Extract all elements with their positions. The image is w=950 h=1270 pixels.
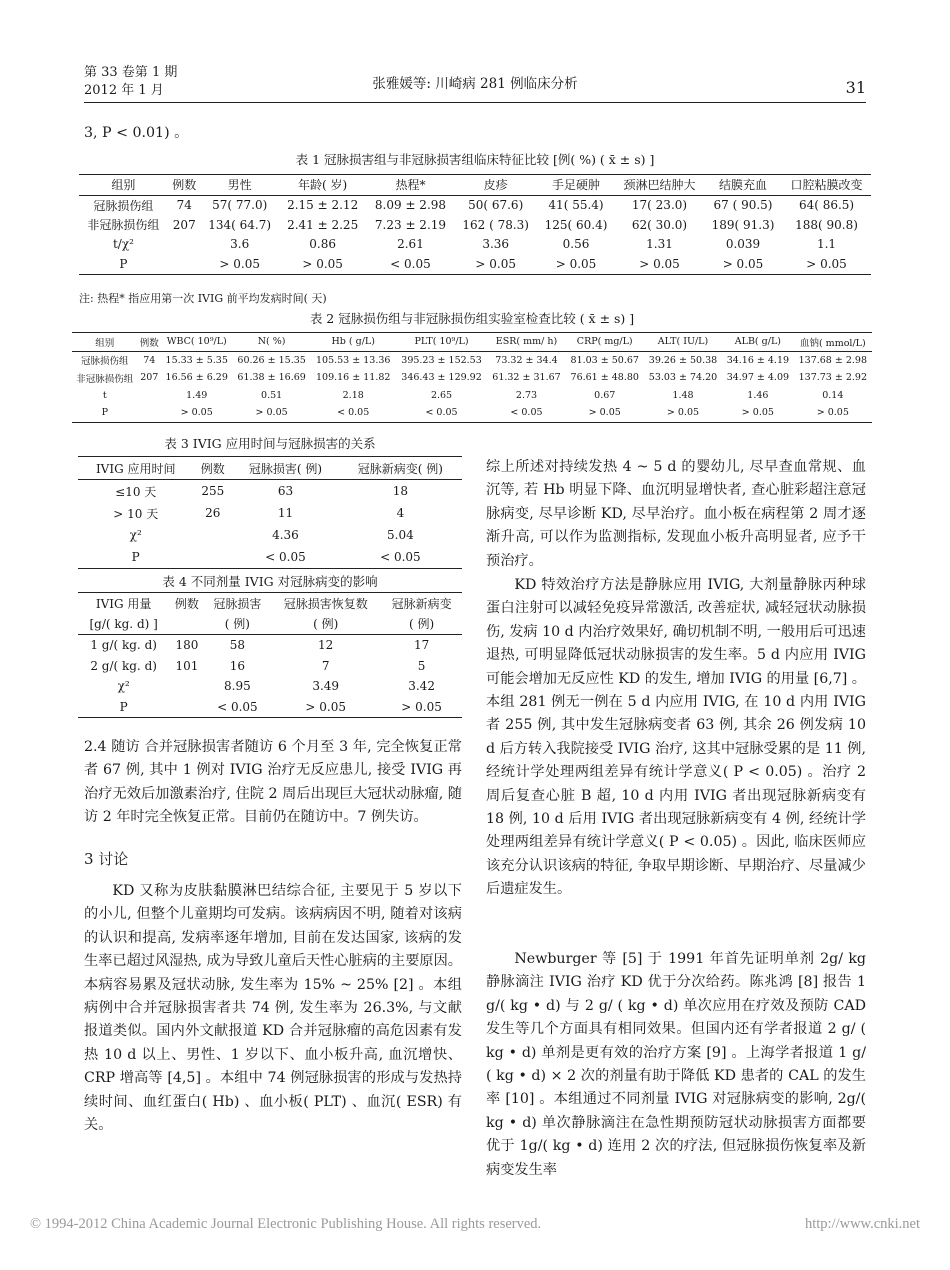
table2-header-3: N( %) xyxy=(257,336,286,348)
table4-header-2: 冠脉损害 xyxy=(213,596,262,611)
table2-cell-5: 2.65 xyxy=(430,389,453,401)
table1-cell-4: < 0.05 xyxy=(390,256,431,271)
table1-header-4: 热程* xyxy=(395,178,426,193)
table2-cell-0: 非冠脉损伤组 xyxy=(76,373,134,385)
table1-row xyxy=(79,195,871,215)
table1-row xyxy=(79,215,871,235)
table1-cell-8: 67 ( 90.5) xyxy=(713,198,773,213)
table3-cell-0: P xyxy=(131,550,140,564)
table2-cell-5: < 0.05 xyxy=(425,407,458,419)
table2-header-7: CRP( mg/L) xyxy=(576,336,633,348)
table4-caption: 表 4 不同剂量 IVIG 对冠脉病变的影响 xyxy=(162,574,378,589)
table1-header-3: 年龄( 岁) xyxy=(298,178,348,193)
table2-cell-7: 81.03 ± 50.67 xyxy=(570,354,639,366)
table1-cell-6: 0.56 xyxy=(562,237,590,252)
table1-cell-1 xyxy=(168,235,201,255)
running-header xyxy=(84,64,866,103)
table2-cell-10: 0.14 xyxy=(822,389,844,401)
table1-cell-7: 62( 30.0) xyxy=(631,217,688,232)
table3-header-3: 冠脉新病变( 例) xyxy=(357,461,443,476)
table1-cell-3: > 0.05 xyxy=(302,256,343,271)
table1-cell-5: 3.36 xyxy=(482,237,510,252)
table1-cell-9: 188( 90.8) xyxy=(795,217,858,232)
table3-caption: 表 3 IVIG 应用时间与冠脉损害的关系 xyxy=(164,436,376,451)
table2-cell-4: 105.53 ± 13.36 xyxy=(315,354,391,366)
table1-header-5: 皮疹 xyxy=(483,178,508,193)
table1-cell-5: 162 ( 78.3) xyxy=(462,217,529,232)
table1-cell-4: 2.61 xyxy=(397,237,424,252)
issue-date: 2012 年 1 月 xyxy=(84,83,164,98)
table4-subheader-2: ( 例) xyxy=(224,617,250,632)
table2-cell-8: 1.48 xyxy=(672,389,694,401)
table1-cell-5: > 0.05 xyxy=(475,256,516,271)
table2-cell-4: 2.18 xyxy=(342,389,364,401)
table3-row xyxy=(78,546,462,569)
table2-cell-10: 137.73 ± 2.92 xyxy=(798,372,868,384)
table4-header-3: 冠脉损害恢复数 xyxy=(283,596,368,611)
table4-cell-0: 1 g/( kg. d) xyxy=(90,638,157,653)
table4-cell-1 xyxy=(169,676,204,697)
table1-cell-7: 1.31 xyxy=(646,237,673,252)
table2-cell-5: 346.43 ± 129.92 xyxy=(401,372,482,384)
table4-cell-1: 180 xyxy=(175,638,199,653)
table1-header-0: 组别 xyxy=(111,178,136,193)
table1-cell-3: 2.15 ± 2.12 xyxy=(287,198,359,213)
table3-cell-0: ≤10 天 xyxy=(115,484,157,499)
table4-cell-0: P xyxy=(119,699,128,714)
table1-cell-9: 64( 86.5) xyxy=(798,198,855,213)
table2-cell-10: > 0.05 xyxy=(816,407,849,419)
table2-cell-1 xyxy=(138,387,161,405)
table1-caption: 表 1 冠脉损害组与非冠脉损害组临床特征比较 [例( %) ( x̄ ± s) ] xyxy=(295,152,655,167)
discussion-paragraph: KD 又称为皮肤黏膜淋巴结综合征, 主要见于 5 岁以下的小儿, 但整个儿童期均可发病。该病病因不明, 随着对该病的认识和提高, 发病率逐年增加, 目前在发达国家, 该病的发生率已超过风湿热, 成为导致儿童后天性心脏病的主要原因。本病容易累及冠状动脉, 发生率为 15% ~ 25% [2] 。本组病例中合并冠脉损害者共 74 例, 发生率为 26.3%, 与文献报道类似。国内外文献报道 KD 合并冠脉瘤的高危因素有发热 10 d 以上、男性、1 岁以下、血小板升高, 血沉增快、CRP 增高等 [4,5] 。本组中 74 例冠脉损害的形成与发热持续时间、血红蛋白( Hb) 、血小板( PLT) 、血沉( ESR) 有关。 xyxy=(84,883,462,1134)
table4-cell-4: 17 xyxy=(413,638,430,653)
table1-note: 注: 热程* 指应用第一次 IVIG 前平均发病时间( 天) xyxy=(79,292,327,305)
table2-header-0: 组别 xyxy=(95,337,115,349)
table3 xyxy=(78,456,462,569)
table2-cell-2: 16.56 ± 6.29 xyxy=(165,372,228,384)
table4-subheader-1 xyxy=(169,614,204,635)
table2-cell-1 xyxy=(138,404,161,422)
table2-cell-2: 1.49 xyxy=(186,389,208,401)
table2-cell-9: > 0.05 xyxy=(741,407,774,419)
table2-header-10: 血钠( mmol/L) xyxy=(799,337,866,349)
table3-cell-0: > 10 天 xyxy=(113,506,159,521)
table2-header-8: ALT( IU/L) xyxy=(657,336,709,348)
table1-cell-8: 0.039 xyxy=(725,237,761,252)
table3-row xyxy=(78,480,462,503)
intro-fragment: 3, P < 0.01) 。 xyxy=(84,125,189,141)
table2-cell-3: 60.26 ± 15.35 xyxy=(237,354,306,366)
table1-cell-0: 冠脉损伤组 xyxy=(93,198,154,213)
table2-header-5: PLT( 10⁹/L) xyxy=(414,336,469,348)
table3-cell-2: 63 xyxy=(277,484,294,498)
table4-header-1: 例数 xyxy=(174,596,199,611)
cnki-url: http://www.cnki.net xyxy=(804,1216,920,1232)
table2-cell-9: 1.46 xyxy=(747,389,769,401)
table3-cell-1 xyxy=(193,546,232,569)
table3-header-1: 例数 xyxy=(200,461,225,476)
table2-cell-3: 61.38 ± 16.69 xyxy=(237,372,306,384)
table1-cell-1: 74 xyxy=(176,198,192,213)
table1 xyxy=(79,174,871,275)
table2-cell-9: 34.97 ± 4.09 xyxy=(726,372,790,384)
table4-cell-4: 3.42 xyxy=(408,679,435,694)
table2-cell-0: 冠脉损伤组 xyxy=(81,356,129,368)
table4-row xyxy=(78,676,462,697)
table2-cell-1: 74 xyxy=(143,354,156,366)
table4-cell-3: 7 xyxy=(321,658,330,673)
table3-cell-2: < 0.05 xyxy=(265,550,306,564)
table3-cell-1: 255 xyxy=(201,484,225,498)
table2-row xyxy=(72,351,872,369)
table2-cell-10: 137.68 ± 2.98 xyxy=(798,354,868,366)
table2-cell-4: < 0.05 xyxy=(337,407,370,419)
table1-cell-2: > 0.05 xyxy=(219,256,260,271)
table1-header-7: 颈淋巴结肿大 xyxy=(623,178,696,193)
table4-cell-2: 58 xyxy=(229,638,246,653)
table3-header-0: IVIG 应用时间 xyxy=(95,461,176,476)
table4-header-0: IVIG 用量 xyxy=(95,596,152,611)
table1-cell-1 xyxy=(168,254,201,274)
table1-cell-2: 3.6 xyxy=(230,237,250,252)
table1-cell-1: 207 xyxy=(172,217,196,232)
table1-cell-6: 41( 55.4) xyxy=(548,198,604,213)
table4-cell-4: 5 xyxy=(417,658,426,673)
table4-cell-3: > 0.05 xyxy=(305,699,346,714)
page-number: 31 xyxy=(845,78,866,97)
section-heading-discussion: 3 讨论 xyxy=(84,850,129,868)
table2-cell-0: t xyxy=(102,389,107,401)
table3-cell-3: 4 xyxy=(396,506,405,520)
table2-row xyxy=(72,387,872,405)
table2-cell-6: 2.73 xyxy=(515,389,538,401)
table1-header-2: 男性 xyxy=(227,178,252,193)
table1-header-1: 例数 xyxy=(172,178,197,193)
table2-header-1: 例数 xyxy=(139,337,159,349)
table2-cell-0: P xyxy=(101,407,108,419)
table1-cell-8: > 0.05 xyxy=(722,256,764,271)
table1-cell-7: > 0.05 xyxy=(639,256,680,271)
table2-cell-5: 395.23 ± 152.53 xyxy=(401,354,482,366)
table4-subheader-3: ( 例) xyxy=(313,617,339,632)
table3-row xyxy=(78,502,462,524)
table4-cell-0: χ² xyxy=(117,679,130,694)
table3-row xyxy=(78,524,462,546)
right-paragraph-1: 综上所述对持续发热 4 ~ 5 d 的婴幼儿, 尽早查血常规、血沉等, 若 Hb 明显下降、血沉明显增快者, 查心脏彩超注意冠脉病变, 尽早诊断 KD, 尽早治疗。血小板在病程第 2 周才逐渐升高, 可以作为监测指标, 发现血小板升高明显者, 应予干预治疗。 xyxy=(486,459,866,569)
table1-header-8: 结膜充血 xyxy=(718,178,767,193)
table4-row xyxy=(78,635,462,656)
table2-header-4: Hb ( g/L) xyxy=(331,336,375,348)
table3-cell-3: < 0.05 xyxy=(380,550,421,564)
table1-cell-0: P xyxy=(119,256,128,271)
volume-issue: 第 33 卷第 1 期 xyxy=(84,65,178,80)
table1-cell-4: 8.09 ± 2.98 xyxy=(374,198,447,213)
table4-cell-1 xyxy=(169,697,204,718)
table2-cell-1: 207 xyxy=(140,372,159,384)
table3-cell-0: χ² xyxy=(129,528,142,542)
table2-row xyxy=(72,369,872,387)
table2-cell-6: 61.32 ± 31.67 xyxy=(492,372,561,384)
table2-cell-2: > 0.05 xyxy=(180,407,213,419)
table2-cell-4: 109.16 ± 11.82 xyxy=(315,372,391,384)
table3-cell-2: 11 xyxy=(277,506,294,520)
table1-row xyxy=(79,254,871,274)
table2-row xyxy=(72,404,872,422)
table3-cell-2: 4.36 xyxy=(272,528,299,542)
table4-cell-1: 101 xyxy=(175,658,199,673)
table2-cell-8: 53.03 ± 74.20 xyxy=(648,372,718,384)
table2-cell-6: 73.32 ± 34.4 xyxy=(495,354,558,366)
table4-subheader-0: [g/( kg. d) ] xyxy=(89,616,158,631)
table4-row xyxy=(78,697,462,718)
copyright-text: © 1994-2012 China Academic Journal Electronic Publishing House. All rights reserved. xyxy=(30,1216,542,1232)
table3-header-2: 冠脉损害( 例) xyxy=(248,461,323,476)
table2-cell-6: < 0.05 xyxy=(510,407,543,419)
table4-cell-0: 2 g/( kg. d) xyxy=(90,658,157,673)
table1-cell-6: > 0.05 xyxy=(555,256,597,271)
table4-row xyxy=(78,656,462,677)
table4-cell-2: < 0.05 xyxy=(217,699,258,714)
table2-cell-8: > 0.05 xyxy=(666,407,700,419)
table1-header-6: 手足硬肿 xyxy=(552,178,601,193)
table2-cell-7: 76.61 ± 48.80 xyxy=(570,372,639,384)
table2-header-6: ESR( mm/ h) xyxy=(495,336,558,348)
right-paragraph-2: KD 特效治疗方法是静脉应用 IVIG, 大剂量静脉丙种球蛋白注射可以减轻免疫异常激活, 改善症状, 减轻冠状动脉损伤, 发病 10 d 内治疗效果好, 确切机制不明, 一般用后可迅速退热, 可明显降低冠状动脉损害的发生率。5 d 内应用 IVIG 可能会增加无反应性 KD 的发生, 增加 IVIG 的用量 [6,7] 。本组 281 例无一例在 5 d 内应用 IVIG, 在 10 d 内用 IVIG 者 255 例, 其中发生冠脉病变者 63 例, 其余 26 例发病 10 d 后方转入我院接受 IVIG 治疗, 这其中冠脉受累的是 11 例, 经统计学处理两组差异有统计学意义( P < 0.05) 。治疗 2 周后复查心脏 B 超, 10 d 内用 IVIG 者出现冠脉新病变有 18 例, 10 d 后用 IVIG 者出现冠脉新病变有 4 例, 经统计学处理两组差异有统计学意义( P < 0.05) 。因此, 临床医师应该充分认识该病的特征, 争取早期诊断、早期治疗、尽量减少后遗症发生。 xyxy=(486,577,866,898)
table2-cell-7: 0.67 xyxy=(594,389,616,401)
table1-cell-0: t/χ² xyxy=(112,237,134,252)
table2 xyxy=(72,332,872,423)
table1-header-9: 口腔粘膜改变 xyxy=(790,178,863,193)
running-title: 张雅媛等: 川崎病 281 例临床分析 xyxy=(372,76,578,92)
right-paragraph-3: Newburger 等 [5] 于 1991 年首先证明单剂 2g/ kg 静脉滴注 IVIG 治疗 KD 优于分次给药。陈兆鸿 [8] 报告 1 g/( kg • d) 与 2 g/ ( kg • d) 单次应用在疗效及预防 CAD 发生等几个方面具有相同效果。但国内还有学者报道 2 g/ ( kg • d) 单剂是更有效的治疗方案 [9] 。上海学者报道 1 g/ ( kg • d) × 2 次的剂量有助于降低 KD 患者的 CAL 的发生率 [10] 。本组通过不同剂量 IVIG 对冠脉病变的影响, 2g/( kg • d) 单次静脉滴注在急性期预防冠状动脉损害方面都要优于 1g/( kg • d) 连用 2 次的疗法, 但冠脉损伤恢复率及新病变发生率 xyxy=(486,951,866,1178)
table1-cell-9: > 0.05 xyxy=(806,256,847,271)
table4-subheader-4: ( 例) xyxy=(409,617,435,632)
table3-cell-3: 18 xyxy=(392,484,409,498)
table4-cell-4: > 0.05 xyxy=(401,699,442,714)
table1-cell-0: 非冠脉损伤组 xyxy=(87,218,160,233)
table1-cell-3: 2.41 ± 2.25 xyxy=(287,217,359,232)
table3-cell-3: 5.04 xyxy=(387,528,414,542)
table1-cell-7: 17( 23.0) xyxy=(631,198,688,213)
table4-cell-3: 12 xyxy=(318,638,334,653)
table1-cell-8: 189( 91.3) xyxy=(711,217,775,232)
table3-cell-1 xyxy=(193,524,232,546)
table1-row xyxy=(79,235,871,255)
table1-cell-6: 125( 60.4) xyxy=(544,217,608,232)
table2-cell-2: 15.33 ± 5.35 xyxy=(165,354,228,366)
table4-cell-2: 8.95 xyxy=(224,679,251,694)
table1-cell-9: 1.1 xyxy=(816,237,837,252)
table4-cell-3: 3.49 xyxy=(312,679,340,694)
followup-paragraph: 2.4 随访 合并冠脉损害者随访 6 个月至 3 年, 完全恢复正常者 67 例, 其中 1 例对 IVIG 治疗无反应患儿, 接受 IVIG 再治疗无效后加激素治疗, 住院 2 周后出现巨大冠状动脉瘤, 随访 2 年时完全恢复正常。目前仍在随访中。7 例失访。 xyxy=(84,739,462,826)
table2-cell-3: 0.51 xyxy=(261,389,283,401)
table1-cell-5: 50( 67.6) xyxy=(468,198,524,213)
table2-header-2: WBC( 10⁹/L) xyxy=(166,336,227,348)
table1-cell-2: 57( 77.0) xyxy=(212,198,268,213)
table3-cell-1: 26 xyxy=(205,506,221,520)
table2-cell-3: > 0.05 xyxy=(255,407,288,419)
table4 xyxy=(78,592,462,718)
table2-header-9: ALB( g/L) xyxy=(734,336,781,348)
table4-cell-2: 16 xyxy=(229,658,246,673)
table1-cell-4: 7.23 ± 2.19 xyxy=(374,217,447,232)
table2-cell-9: 34.16 ± 4.19 xyxy=(726,354,790,366)
table4-header-4: 冠脉新病变 xyxy=(391,596,452,611)
table1-cell-3: 0.86 xyxy=(309,237,336,252)
table1-cell-2: 134( 64.7) xyxy=(208,217,272,232)
table2-cell-8: 39.26 ± 50.38 xyxy=(648,354,718,366)
table2-caption: 表 2 冠脉损伤组与非冠脉损伤组实验室检查比较 ( x̄ ± s) ] xyxy=(309,311,635,326)
table2-cell-7: > 0.05 xyxy=(588,407,621,419)
